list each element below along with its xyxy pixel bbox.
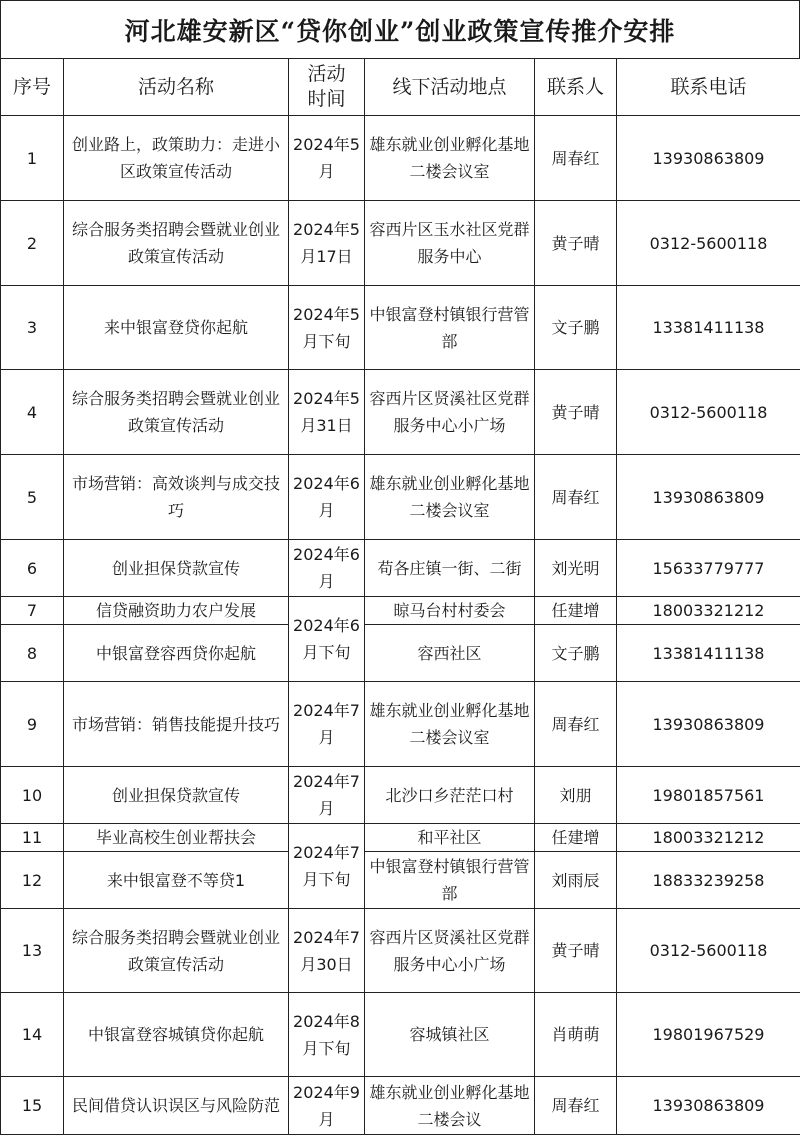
cell-contact: 刘雨辰 <box>535 852 617 909</box>
cell-no: 6 <box>1 540 64 597</box>
cell-no: 3 <box>1 286 64 370</box>
table-row <box>1 909 800 993</box>
cell-time: 2024年6月下旬 <box>289 597 365 682</box>
cell-place: 容城镇社区 <box>365 993 535 1077</box>
cell-phone: 19801967529 <box>617 993 800 1077</box>
cell-name: 来中银富登不等贷1 <box>64 852 289 909</box>
cell-contact: 周春红 <box>535 682 617 767</box>
header-no: 序号 <box>1 59 64 116</box>
cell-time: 2024年5月 <box>289 116 365 201</box>
cell-contact: 文子鹏 <box>535 625 617 682</box>
cell-contact: 周春红 <box>535 455 617 540</box>
cell-phone: 19801857561 <box>617 767 800 824</box>
table-row <box>1 682 800 767</box>
cell-time: 2024年7月下旬 <box>289 824 365 909</box>
cell-name: 市场营销：销售技能提升技巧 <box>64 682 289 767</box>
cell-phone: 15633779777 <box>617 540 800 597</box>
cell-no: 8 <box>1 625 64 682</box>
cell-place: 北沙口乡茫茫口村 <box>365 767 535 824</box>
cell-time: 2024年5月17日 <box>289 201 365 286</box>
cell-phone: 13381411138 <box>617 625 800 682</box>
cell-phone: 0312-5600118 <box>617 909 800 993</box>
cell-contact: 周春红 <box>535 1077 617 1135</box>
header-row <box>1 59 800 116</box>
cell-place: 和平社区 <box>365 824 535 852</box>
cell-name: 来中银富登贷你起航 <box>64 286 289 370</box>
cell-time: 2024年6月 <box>289 455 365 540</box>
table-row <box>1 993 800 1077</box>
header-place: 线下活动地点 <box>365 59 535 116</box>
cell-time: 2024年9月 <box>289 1077 365 1135</box>
cell-name: 中银富登容西贷你起航 <box>64 625 289 682</box>
cell-contact: 黄子晴 <box>535 909 617 993</box>
cell-place: 容西片区玉水社区党群服务中心 <box>365 201 535 286</box>
table-row <box>1 1077 800 1135</box>
cell-phone: 13930863809 <box>617 1077 800 1135</box>
cell-contact: 任建增 <box>535 597 617 625</box>
document-title: 河北雄安新区“贷你创业”创业政策宣传推介安排 <box>0 0 800 59</box>
cell-name: 综合服务类招聘会暨就业创业政策宣传活动 <box>64 370 289 455</box>
table-row <box>1 116 800 201</box>
cell-phone: 0312-5600118 <box>617 201 800 286</box>
table-row <box>1 852 800 909</box>
cell-place: 中银富登村镇银行营管部 <box>365 852 535 909</box>
cell-phone: 13930863809 <box>617 116 800 201</box>
cell-contact: 任建增 <box>535 824 617 852</box>
cell-name: 创业路上，政策助力：走进小区政策宣传活动 <box>64 116 289 201</box>
cell-place: 中银富登村镇银行营管部 <box>365 286 535 370</box>
cell-no: 5 <box>1 455 64 540</box>
table-row <box>1 824 800 852</box>
cell-place: 雄东就业创业孵化基地二楼会议室 <box>365 682 535 767</box>
table-row <box>1 767 800 824</box>
cell-name: 民间借贷认识误区与风险防范 <box>64 1077 289 1135</box>
table-row <box>1 286 800 370</box>
cell-time: 2024年8月下旬 <box>289 993 365 1077</box>
table-row <box>1 540 800 597</box>
cell-time: 2024年6月 <box>289 540 365 597</box>
cell-name: 中银富登容城镇贷你起航 <box>64 993 289 1077</box>
table-row <box>1 370 800 455</box>
cell-phone: 18833239258 <box>617 852 800 909</box>
cell-time: 2024年7月 <box>289 682 365 767</box>
cell-name: 创业担保贷款宣传 <box>64 767 289 824</box>
cell-phone: 13381411138 <box>617 286 800 370</box>
cell-no: 13 <box>1 909 64 993</box>
table-row <box>1 201 800 286</box>
cell-no: 7 <box>1 597 64 625</box>
cell-phone: 13930863809 <box>617 455 800 540</box>
cell-place: 容西社区 <box>365 625 535 682</box>
cell-name: 毕业高校生创业帮扶会 <box>64 824 289 852</box>
cell-place: 雄东就业创业孵化基地二楼会议室 <box>365 455 535 540</box>
header-time: 活动时间 <box>289 59 365 116</box>
cell-contact: 刘朋 <box>535 767 617 824</box>
table-row <box>1 455 800 540</box>
cell-contact: 黄子晴 <box>535 370 617 455</box>
cell-contact: 文子鹏 <box>535 286 617 370</box>
cell-phone: 0312-5600118 <box>617 370 800 455</box>
cell-no: 4 <box>1 370 64 455</box>
header-name: 活动名称 <box>64 59 289 116</box>
cell-time: 2024年5月下旬 <box>289 286 365 370</box>
cell-no: 14 <box>1 993 64 1077</box>
cell-contact: 周春红 <box>535 116 617 201</box>
cell-contact: 肖萌萌 <box>535 993 617 1077</box>
cell-place: 雄东就业创业孵化基地二楼会议室 <box>365 116 535 201</box>
cell-name: 信贷融资助力农户发展 <box>64 597 289 625</box>
cell-place: 苟各庄镇一街、二街 <box>365 540 535 597</box>
cell-no: 2 <box>1 201 64 286</box>
cell-place: 晾马台村村委会 <box>365 597 535 625</box>
cell-phone: 13930863809 <box>617 682 800 767</box>
cell-no: 9 <box>1 682 64 767</box>
cell-phone: 18003321212 <box>617 597 800 625</box>
cell-contact: 黄子晴 <box>535 201 617 286</box>
cell-contact: 刘光明 <box>535 540 617 597</box>
header-phone: 联系电话 <box>617 59 800 116</box>
cell-no: 12 <box>1 852 64 909</box>
cell-time: 2024年7月30日 <box>289 909 365 993</box>
cell-place: 雄东就业创业孵化基地二楼会议 <box>365 1077 535 1135</box>
table-row <box>1 625 800 682</box>
cell-name: 创业担保贷款宣传 <box>64 540 289 597</box>
cell-place: 容西片区贤溪社区党群服务中心小广场 <box>365 370 535 455</box>
cell-time: 2024年5月31日 <box>289 370 365 455</box>
cell-no: 10 <box>1 767 64 824</box>
cell-time: 2024年7月 <box>289 767 365 824</box>
header-contact: 联系人 <box>535 59 617 116</box>
cell-name: 综合服务类招聘会暨就业创业政策宣传活动 <box>64 201 289 286</box>
cell-no: 11 <box>1 824 64 852</box>
schedule-table <box>0 58 800 1135</box>
cell-place: 容西片区贤溪社区党群服务中心小广场 <box>365 909 535 993</box>
cell-no: 15 <box>1 1077 64 1135</box>
table-row <box>1 597 800 625</box>
cell-name: 综合服务类招聘会暨就业创业政策宣传活动 <box>64 909 289 993</box>
cell-name: 市场营销：高效谈判与成交技巧 <box>64 455 289 540</box>
cell-phone: 18003321212 <box>617 824 800 852</box>
cell-no: 1 <box>1 116 64 201</box>
